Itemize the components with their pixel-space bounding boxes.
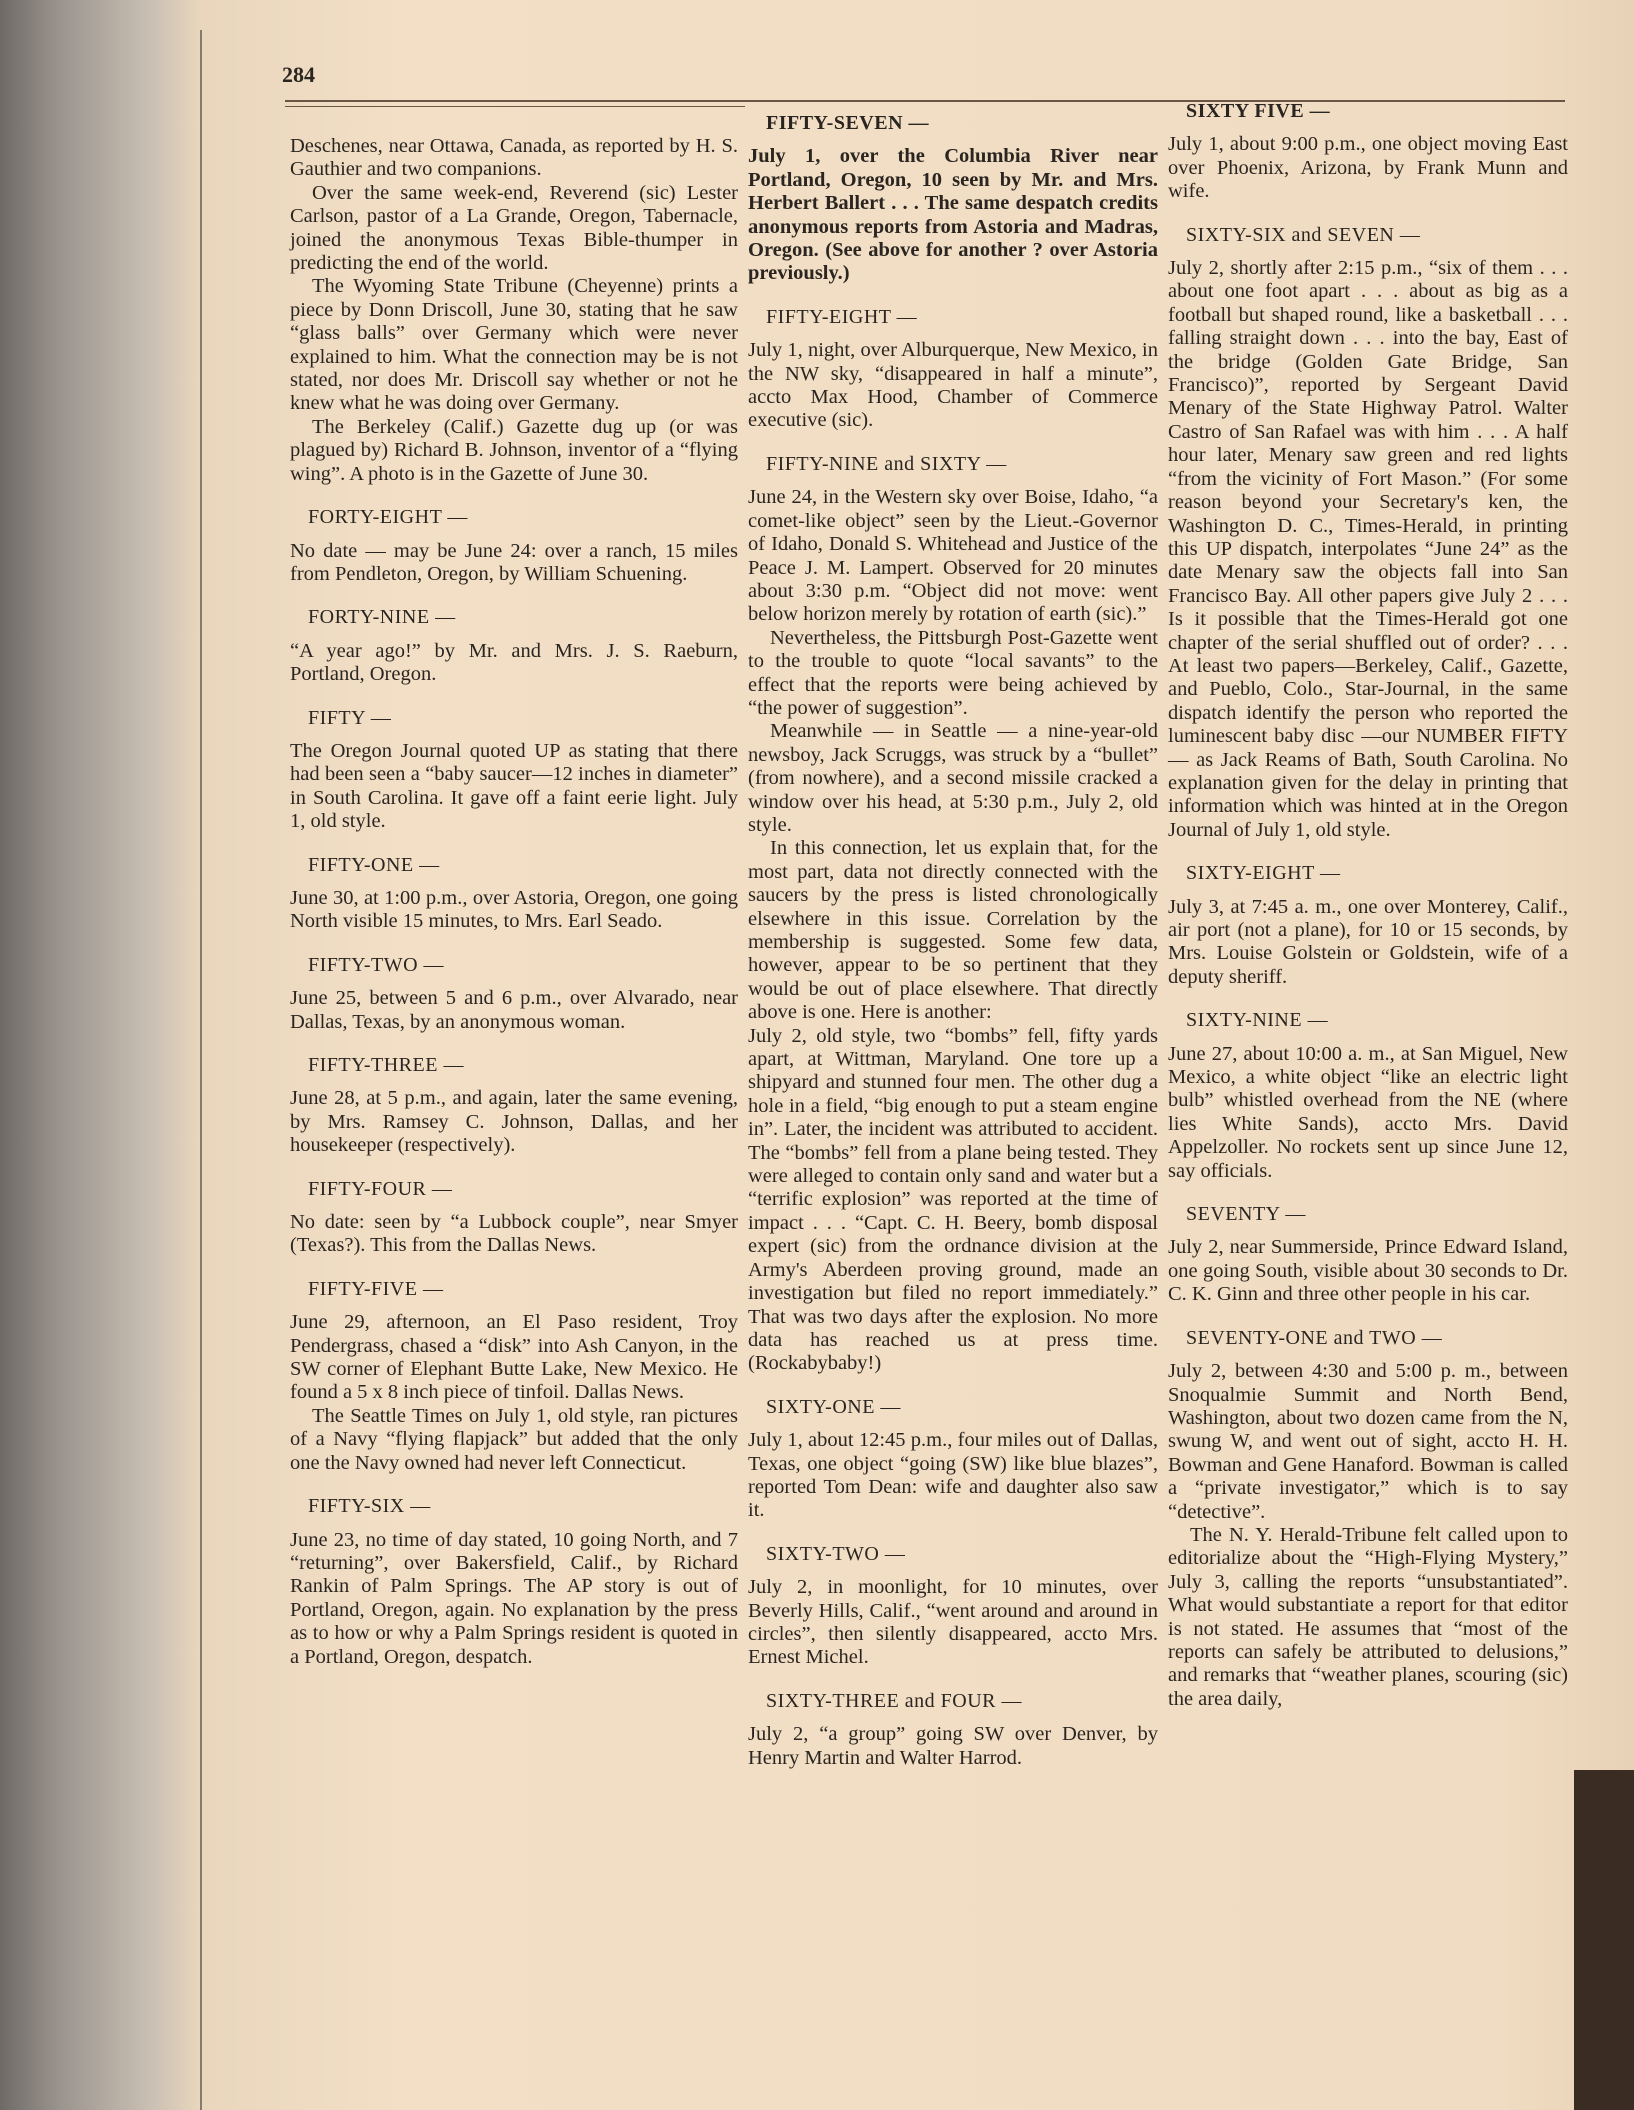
paragraph: July 2, between 4:30 and 5:00 p. m., between Snoqualmie Summit and North Bend, Washington, about two dozen came from the N, swung W, and went out of sight, accto H. H. Bowman and Gene Hanaford. Bowman is called a “private investigator,” which is to say “detective”. bbox=[1168, 1360, 1568, 1523]
section-heading: FIFTY-SIX — bbox=[308, 1495, 431, 1518]
paragraph: The N. Y. Herald-Tribune felt called upon to editorialize about the “High-Flying Mystery,” July 3, calling the reports “unsubstantiated”. What would substantiate a report for that editor is not stated. He assumes that “most of the reports can safely be attributed to delusions,” and remarks that “weather planes, scouring (sic) the area daily, bbox=[1168, 1523, 1568, 1710]
paragraph: In this connection, let us explain that, for the most part, data not directly connected with the saucers by the press is listed chronologically elsewhere in this issue. Correlation by the membership is suggested. Some few data, however, appear to be so pertinent that they would be out of place elsewhere. That directly above is one. Here is another: bbox=[748, 837, 1158, 1024]
section-heading: FORTY-NINE — bbox=[308, 606, 456, 629]
section-heading: FORTY-EIGHT — bbox=[308, 506, 468, 529]
section-heading: SEVENTY-ONE and TWO — bbox=[1186, 1326, 1443, 1349]
paragraph: The Wyoming State Tribune (Cheyenne) prints a piece by Donn Driscoll, June 30, stating that he saw “glass balls” over Germany which were never explained to him. What the connection may be is not stated, nor does Mr. Driscoll say whether or not he knew what he was doing over Germany. bbox=[290, 275, 738, 415]
section-heading: SIXTY-SIX and SEVEN — bbox=[1186, 223, 1421, 246]
scan-edge-line bbox=[200, 30, 202, 2110]
section-heading: FIFTY-TWO — bbox=[308, 953, 445, 976]
paragraph: Nevertheless, the Pittsburgh Post-Gazette went to the trouble to quote “local savants” to the effect that the reports were being achieved by “the power of suggestion”. bbox=[748, 626, 1158, 719]
paragraph: June 29, afternoon, an El Paso resident, Troy Pendergrass, chased a “disk” into Ash Canyon, in the SW corner of Elephant Butte Lake, New Mexico. He found a 5 x 8 inch piece of tinfoil. Dallas News. bbox=[290, 1311, 738, 1404]
section-heading: SIXTY-NINE — bbox=[1186, 1009, 1329, 1032]
paragraph: The Seattle Times on July 1, old style, ran pictures of a Navy “flying flapjack” but added that the only one the Navy owned had never left Connecticut. bbox=[290, 1404, 738, 1474]
column-1 bbox=[290, 135, 738, 1669]
paragraph: June 27, about 10:00 a. m., at San Miguel, New Mexico, a white object “like an electric light bulb” whistled overhead from the NE (where lies White Sands), accto Mrs. David Appelzoller. No rockets sent up since June 12, say officials. bbox=[1168, 1042, 1568, 1182]
paragraph: June 23, no time of day stated, 10 going North, and 7 “returning”, over Bakersfield, Calif., by Richard Rankin of Palm Springs. The AP story is out of Portland, Oregon, again. No explanation by the press as to how or why a Palm Springs resident is quoted in a Portland, Oregon, despatch. bbox=[290, 1528, 738, 1668]
paragraph: “A year ago!” by Mr. and Mrs. J. S. Raeburn, Portland, Oregon. bbox=[290, 639, 738, 686]
paragraph: Deschenes, near Ottawa, Canada, as reported by H. S. Gauthier and two companions. bbox=[290, 135, 738, 181]
paragraph: July 2, old style, two “bombs” fell, fifty yards apart, at Wittman, Maryland. One tore up a shipyard and stunned four men. The other dug a hole in a field, “big enough to put a steam engine in”. Later, the incident was attributed to accident. The “bombs” fell from a plane being tested. They were alleged to contain only sand and water but a “terrific explosion” was reported at the time of impact . . . “Capt. C. H. Beery, bomb disposal expert (sic) from the ordnance division at the Army's Aberdeen proving ground, made an investigation but filed no report immediately.” That was two days after the explosion. No more data has reached us at press time. (Rockabybaby!) bbox=[748, 1024, 1158, 1375]
page-number: 284 bbox=[282, 62, 315, 87]
paragraph: July 1, over the Columbia River near Portland, Oregon, 10 seen by Mr. and Mrs. Herbert Ballert . . . The same despatch credits anonymous reports from Astoria and Madras, Oregon. (See above for another ? over Astoria previously.) bbox=[748, 145, 1158, 285]
section-heading: FIFTY-FIVE — bbox=[308, 1277, 444, 1300]
paragraph: July 1, about 9:00 p.m., one object moving East over Phoenix, Arizona, by Frank Munn and wife. bbox=[1168, 133, 1568, 203]
paragraph: The Berkeley (Calif.) Gazette dug up (or was plagued by) Richard B. Johnson, inventor of a “flying wing”. A photo is in the Gazette of June 30. bbox=[290, 415, 738, 485]
column-2 bbox=[748, 112, 1158, 1770]
section-heading: FIFTY-FOUR — bbox=[308, 1177, 453, 1200]
section-heading: FIFTY-THREE — bbox=[308, 1054, 464, 1076]
section-heading: FIFTY-EIGHT — bbox=[766, 305, 918, 328]
column-3 bbox=[1168, 100, 1568, 1711]
paragraph: June 24, in the Western sky over Boise, Idaho, “a comet-like object” seen by the Lieut.-Governor of Idaho, Donald S. Whitehead and Justice of the Peace J. M. Lampert. Observed for 20 minutes about 3:30 p.m. “Object did not move: went below horizon merely by rotation of earth (sic).” bbox=[748, 486, 1158, 626]
paragraph: June 28, at 5 p.m., and again, later the same evening, by Mrs. Ramsey C. Johnson, Dallas, and her housekeeper (respectively). bbox=[290, 1087, 738, 1157]
paragraph: July 2, near Summerside, Prince Edward Island, one going South, visible about 30 seconds to Dr. C. K. Ginn and three other people in his car. bbox=[1168, 1236, 1568, 1306]
section-heading: FIFTY-SEVEN — bbox=[766, 112, 930, 134]
section-heading: FIFTY — bbox=[308, 706, 392, 729]
section-heading: FIFTY-NINE and SIXTY — bbox=[766, 452, 1007, 475]
section-heading: SIXTY-EIGHT — bbox=[1186, 862, 1341, 885]
paragraph: The Oregon Journal quoted UP as stating that there had been seen a “baby saucer—12 inches in diameter” in South Carolina. It gave off a faint eerie light. July 1, old style. bbox=[290, 739, 738, 833]
top-rule-secondary bbox=[285, 106, 745, 107]
section-heading: FIFTY-ONE — bbox=[308, 853, 440, 876]
paragraph: June 30, at 1:00 p.m., over Astoria, Oregon, one going North visible 15 minutes, to Mrs. Earl Seado. bbox=[290, 886, 738, 933]
paragraph: July 1, night, over Alburquerque, New Mexico, in the NW sky, “disappeared in half a minute”, accto Max Hood, Chamber of Commerce executive (sic). bbox=[748, 339, 1158, 432]
paragraph: July 2, shortly after 2:15 p.m., “six of them . . . about one foot apart . . . about as big as a football but shaped round, like a basketball . . . falling straight down . . . into the bay, East of the bridge (Golden Gate Bridge, San Francisco)”, reported by Sergeant David Menary of the State Highway Patrol. Walter Castro of San Rafael was with him . . . A half hour later, Menary saw green and red lights “from the vicinity of Fort Mason.” (For some reason beyond your Secretary's ken, the Washington D. C., Times-Herald, in printing this UP dispatch, interpolates “June 24” as the date Menary saw the objects fall into San Francisco Bay. All other papers give July 2 . . . Is it possible that the Times-Herald got one chapter of the serial shuffled out of order? . . . At least two papers—Berkeley, Calif., Gazette, and Pueblo, Colo., Star-Journal, in the same dispatch identify the person who reported the luminescent baby disc —our NUMBER FIFTY — as Jack Reams of Bath, South Carolina. No explanation given for the delay in printing that information which was hinted at in the Oregon Journal of July 1, old style. bbox=[1168, 257, 1568, 841]
section-heading: SIXTY FIVE — bbox=[1186, 100, 1331, 122]
paragraph: July 3, at 7:45 a. m., one over Monterey, Calif., air port (not a plane), for 10 or 15 seconds, by Mrs. Louise Golstein or Goldstein, wife of a deputy sheriff. bbox=[1168, 895, 1568, 988]
paragraph: Over the same week-end, Reverend (sic) Lester Carlson, pastor of a La Grande, Oregon, Tabernacle, joined the anonymous Texas Bible-thumper in predicting the end of the world. bbox=[290, 181, 738, 275]
section-heading: SEVENTY — bbox=[1186, 1203, 1306, 1226]
section-heading: SIXTY-THREE and FOUR — bbox=[766, 1689, 1022, 1712]
paragraph: No date: seen by “a Lubbock couple”, near Smyer (Texas?). This from the Dallas News. bbox=[290, 1211, 738, 1257]
paragraph: July 1, about 12:45 p.m., four miles out of Dallas, Texas, one object “going (SW) like blue blazes”, reported Tom Dean: wife and daughter also saw it. bbox=[748, 1429, 1158, 1522]
paragraph: July 2, “a group” going SW over Denver, by Henry Martin and Walter Harrod. bbox=[748, 1723, 1158, 1769]
paragraph: No date — may be June 24: over a ranch, 15 miles from Pendleton, Oregon, by William Schuening. bbox=[290, 539, 738, 585]
section-heading: SIXTY-ONE — bbox=[766, 1395, 901, 1418]
paragraph: Meanwhile — in Seattle — a nine-year-old newsboy, Jack Scruggs, was struck by a “bullet” (from nowhere), and a second missile cracked a window over his head, at 5:30 p.m., July 2, old style. bbox=[748, 720, 1158, 836]
paragraph: July 2, in moonlight, for 10 minutes, over Beverly Hills, Calif., “went around and around in circles”, then silently disappeared, accto Mrs. Ernest Michel. bbox=[748, 1576, 1158, 1669]
section-heading: SIXTY-TWO — bbox=[766, 1542, 906, 1565]
scan-corner-shadow bbox=[1574, 1770, 1634, 2110]
paragraph: June 25, between 5 and 6 p.m., over Alvarado, near Dallas, Texas, by an anonymous woman. bbox=[290, 987, 738, 1033]
